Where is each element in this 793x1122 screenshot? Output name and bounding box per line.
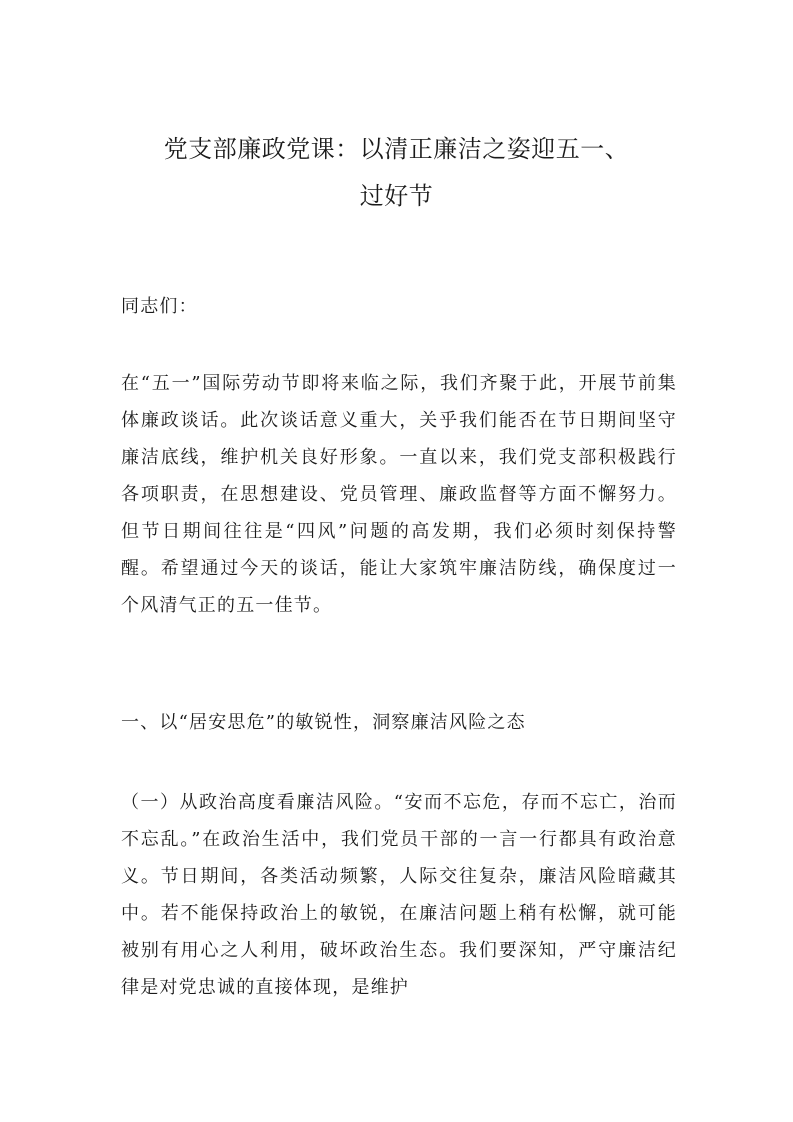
title-line-2: 过好节	[359, 182, 434, 210]
title-line-1: 党支部廉政党课：以清正廉洁之姿迎五一、	[163, 135, 630, 163]
section-heading-1: 一、以“居安思危”的敏锐性，洞察廉洁风险之态	[121, 712, 526, 733]
greeting: 同志们：	[121, 296, 198, 317]
intro-paragraph: 在“五一”国际劳动节即将来临之际，我们齐聚于此，开展节前集体廉政谈话。此次谈话意义重大，关乎我们能否在节日期间坚守廉洁底线，维护机关良好形象。一直以来，我们党支部积极践行各项职责，在思想建设、党员管理、廉政监督等方面不懈努力。但节日期间往往是“四风”问题的高发期，我们必须时刻保持警醒。希望通过今天的谈话，能让大家筑牢廉洁防线，确保度过一个风清气正的五一佳节。	[121, 373, 677, 616]
document-title	[100, 126, 693, 220]
section-1-paragraph-1: （一）从政治高度看廉洁风险。“安而不忘危，存而不忘亡，治而不忘乱。”在政治生活中，我们党员干部的一言一行都具有政治意义。节日期间，各类活动频繁，人际交往复杂，廉洁风险暗藏其中。若不能保持政治上的敏锐，在廉洁问题上稍有松懈，就可能被别有用心之人利用，破坏政治生态。我们要深知，严守廉洁纪律是对党忠诚的直接体现，是维护	[121, 792, 677, 998]
